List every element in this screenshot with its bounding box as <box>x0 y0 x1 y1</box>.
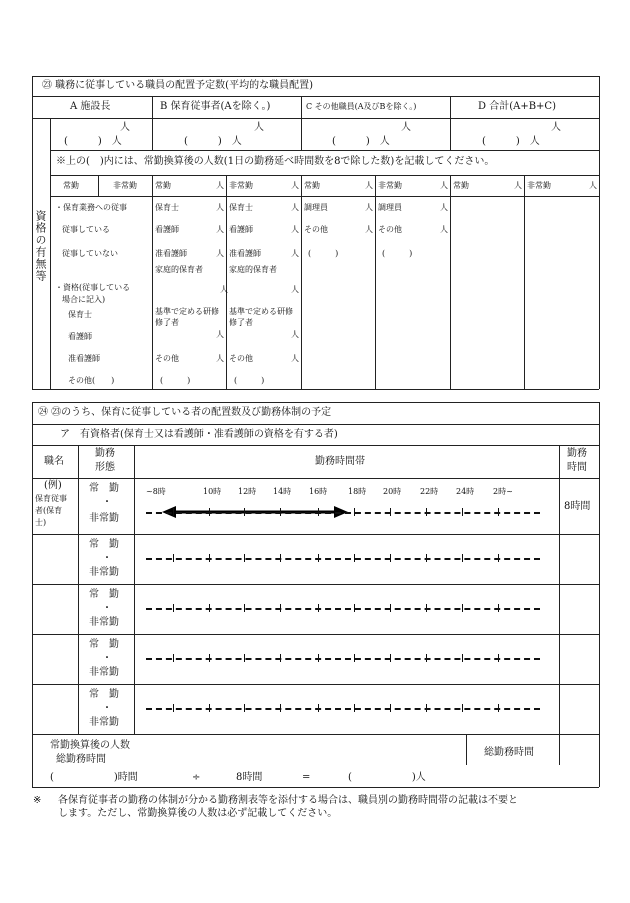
hour-tick <box>498 704 499 712</box>
form-separator[interactable]: ・ <box>102 497 112 508</box>
ex-name-2: 者(保育 <box>35 506 63 515</box>
note-line-1: 各保育従事者の勤務の体制が分かる勤務割表等を添付する場合は、職員別の勤務時間帯の記載は不要と <box>58 795 518 806</box>
form-separator[interactable]: ・ <box>102 703 112 714</box>
b-h-row-1: 看護師 <box>229 225 253 234</box>
form-hijoukin[interactable]: 非常勤 <box>89 567 119 578</box>
b-hijoukin: 非常勤 <box>229 181 253 190</box>
b-j-row-1: 看護師 <box>155 225 179 234</box>
c-h-row-1-unit: 人 <box>440 225 448 234</box>
time-label-4: 16時 <box>309 487 328 496</box>
time-label-8: 24時 <box>456 487 475 496</box>
hour-tick <box>498 604 499 612</box>
c-h-row-0: 調理員 <box>378 203 402 212</box>
ex-name-1: 保育従事 <box>35 494 67 503</box>
c-h-row-1: その他 <box>378 225 402 234</box>
hour-tick <box>426 654 427 662</box>
form-joukin[interactable]: 常 勤 <box>89 639 119 650</box>
form-joukin[interactable]: 常 勤 <box>89 589 119 600</box>
b-j-row-5: 修了者 <box>155 318 179 327</box>
formula-divide: ÷ <box>192 772 201 783</box>
ex-name-3: 士) <box>35 518 47 527</box>
form-hijoukin[interactable]: 非常勤 <box>89 717 119 728</box>
form-separator[interactable]: ・ <box>102 653 112 664</box>
hour-tick <box>354 508 355 516</box>
c-unit: 人 <box>401 122 411 133</box>
hour-tick <box>462 508 463 516</box>
hour-tick <box>280 554 281 562</box>
time-label-3: 14時 <box>273 487 292 496</box>
formula-persons[interactable]: ( )人 <box>348 772 426 783</box>
hour-tick <box>209 508 210 516</box>
col-b-header: B 保育従事者(Aを除く。) <box>160 101 271 112</box>
form-joukin[interactable]: 常 勤 <box>89 539 119 550</box>
hour-tick <box>426 554 427 562</box>
hour-tick <box>354 554 355 562</box>
section-24-subtitle: ア 有資格者(保育士又は看護師・准看護師の資格を有する者) <box>60 429 338 440</box>
b-joukin: 常勤 <box>155 181 171 190</box>
b-h-row-0-unit: 人 <box>291 203 299 212</box>
b-j-row-6-unit: 人 <box>216 354 224 363</box>
time-label-9: 2時~ <box>493 487 513 496</box>
form-separator[interactable]: ・ <box>102 603 112 614</box>
b-j-row-7: ( ) <box>160 376 191 385</box>
time-label-0: ~8時 <box>146 487 166 496</box>
b-h-row-6: その他 <box>229 354 253 363</box>
example-hours: 8時間 <box>564 501 591 512</box>
b-h-row-7: ( ) <box>234 376 265 385</box>
hour-tick <box>498 654 499 662</box>
section-24-title: ㉔ ㉓のうち、保育に従事している者の配置数及び勤務体制の予定 <box>38 407 332 418</box>
hour-tick <box>244 508 245 516</box>
time-label-6: 20時 <box>383 487 402 496</box>
section-23-title: ㉓ 職務に従事している職員の配置予定数(平均的な職員配置) <box>42 80 313 91</box>
hour-tick <box>318 604 319 612</box>
c-j-row-0-unit: 人 <box>365 203 373 212</box>
b-j-row-0-unit: 人 <box>216 203 224 212</box>
hour-tick <box>280 604 281 612</box>
a-list-8: その他( ) <box>68 376 115 385</box>
hour-tick <box>426 604 427 612</box>
b-h-row-1-unit: 人 <box>291 225 299 234</box>
a-list-6: 看護師 <box>68 332 92 341</box>
c-paren[interactable]: ( ) 人 <box>332 136 390 147</box>
a-hijoukin: 非常勤 <box>113 181 137 190</box>
c-joukin-unit: 人 <box>365 181 373 190</box>
b-h-row-5: 修了者 <box>229 318 253 327</box>
form-hijoukin[interactable]: 非常勤 <box>89 513 119 524</box>
conv-label-2: 総勤務時間 <box>56 754 106 765</box>
hour-tick <box>426 704 427 712</box>
hour-tick <box>426 508 427 516</box>
hour-tick <box>462 604 463 612</box>
conv-label-1: 常勤換算後の人数 <box>50 740 130 751</box>
form-hijoukin[interactable]: 非常勤 <box>89 667 119 678</box>
a-list-0: ・保育業務への従事 <box>55 203 127 212</box>
b-h-row-2-unit: 人 <box>291 249 299 258</box>
hour-tick <box>280 704 281 712</box>
d-joukin-unit: 人 <box>514 181 522 190</box>
b-hijoukin-unit: 人 <box>291 181 299 190</box>
time-dashed-line[interactable] <box>146 558 540 560</box>
time-label-2: 12時 <box>238 487 257 496</box>
time-dashed-line[interactable] <box>146 658 540 660</box>
hour-tick <box>390 508 391 516</box>
hour-tick <box>173 554 174 562</box>
b-j-row-2: 准看護師 <box>155 249 187 258</box>
b-paren[interactable]: ( ) 人 <box>184 136 242 147</box>
hour-tick <box>390 604 391 612</box>
form-joukin[interactable]: 常 勤 <box>89 483 119 494</box>
b-joukin-unit: 人 <box>216 181 224 190</box>
hour-tick <box>354 704 355 712</box>
col-a-header: A 施設長 <box>70 101 111 112</box>
b-h-row-2: 准看護師 <box>229 249 261 258</box>
a-list-2: 従事していない <box>62 249 118 258</box>
a-list-unit: 人 <box>220 285 228 294</box>
col-c-header: C その他職員(A及びBを除く。) <box>306 102 417 111</box>
a-unit: 人 <box>120 122 130 133</box>
b-j-row-2-unit: 人 <box>216 249 224 258</box>
b-unit: 人 <box>254 122 264 133</box>
c-joukin: 常勤 <box>304 181 320 190</box>
c-h-row-2: ( ) <box>382 249 413 258</box>
time-label-1: 10時 <box>203 487 222 496</box>
a-list-3: ・資格(従事している <box>55 283 131 292</box>
total-hours-field[interactable] <box>560 736 598 764</box>
header-keitai-2: 形態 <box>95 462 115 473</box>
hour-tick <box>498 508 499 516</box>
c-j-row-0: 調理員 <box>304 203 328 212</box>
time-dashed-line[interactable] <box>146 708 540 710</box>
hour-tick <box>173 508 174 516</box>
b-j-row-3: 家庭的保育者 <box>155 265 203 274</box>
b-h-row-3: 家庭的保育者 <box>229 265 277 274</box>
hour-tick <box>462 554 463 562</box>
col-d-header: D 合計(A+B+C) <box>478 101 556 112</box>
note-line-2: します。ただし、常勤換算後の人数は必ず記載してください。 <box>58 808 338 819</box>
hour-tick <box>318 654 319 662</box>
hour-tick <box>173 604 174 612</box>
header-jikan-1: 勤務 <box>567 448 587 459</box>
hour-tick <box>244 654 245 662</box>
note-mark: ※ <box>33 795 42 806</box>
b-h-row-4: 基準で定める研修 <box>229 307 293 316</box>
hour-tick <box>354 654 355 662</box>
hour-tick <box>390 554 391 562</box>
time-dashed-line[interactable] <box>146 512 540 514</box>
hour-tick <box>244 604 245 612</box>
formula-equals: = <box>302 772 311 783</box>
hour-tick <box>209 604 210 612</box>
c-hijoukin-unit: 人 <box>440 181 448 190</box>
a-list-7: 准看護師 <box>68 354 100 363</box>
form-joukin[interactable]: 常 勤 <box>89 689 119 700</box>
time-label-5: 18時 <box>348 487 367 496</box>
hour-tick <box>173 704 174 712</box>
d-hijoukin: 非常勤 <box>527 181 551 190</box>
ex-name-0: (例) <box>44 480 62 491</box>
b-j-row-1-unit: 人 <box>216 225 224 234</box>
a-list-1: 従事している <box>62 225 110 234</box>
hour-tick <box>244 554 245 562</box>
hour-tick <box>173 654 174 662</box>
total-hours-label: 総勤務時間 <box>484 747 534 758</box>
a-joukin: 常勤 <box>63 181 79 190</box>
b-h-row-5-unit: 人 <box>291 330 299 339</box>
b-h-row-0: 保育士 <box>229 203 253 212</box>
d-hijoukin-unit: 人 <box>589 181 597 190</box>
formula-eight-hours: 8時間 <box>236 772 263 783</box>
time-label-7: 22時 <box>420 487 439 496</box>
b-j-row-0: 保育士 <box>155 203 179 212</box>
header-keitai-1: 勤務 <box>95 448 115 459</box>
hour-tick <box>354 604 355 612</box>
hour-tick <box>244 704 245 712</box>
b-j-row-4: 基準で定める研修 <box>155 307 219 316</box>
hour-tick <box>209 704 210 712</box>
b-j-row-6: その他 <box>155 354 179 363</box>
c-j-row-1-unit: 人 <box>365 225 373 234</box>
d-joukin: 常勤 <box>453 181 469 190</box>
hour-tick <box>318 704 319 712</box>
b-h-row-6-unit: 人 <box>291 354 299 363</box>
a-paren[interactable]: ( ) 人 <box>64 136 122 147</box>
header-shokumei: 職名 <box>44 456 64 467</box>
hour-tick <box>390 654 391 662</box>
form-hijoukin[interactable]: 非常勤 <box>89 617 119 628</box>
c-hijoukin: 非常勤 <box>378 181 402 190</box>
hour-tick <box>318 508 319 516</box>
a-list-5: 保育士 <box>68 310 92 319</box>
hour-tick <box>462 704 463 712</box>
hour-tick <box>390 704 391 712</box>
hour-tick <box>462 654 463 662</box>
qualification-label: 資格の有無等 <box>34 210 47 282</box>
a-list-4: 場合に記入) <box>62 295 106 304</box>
hour-tick <box>280 508 281 516</box>
hour-tick <box>209 554 210 562</box>
c-j-row-1: その他 <box>304 225 328 234</box>
b-j-row-5-unit: 人 <box>216 330 224 339</box>
hour-tick <box>209 654 210 662</box>
conversion-note: ※上の( )内には、常勤換算後の人数(1日の勤務延べ時間数を8で除した数)を記載してください。 <box>56 156 495 167</box>
d-unit: 人 <box>551 122 561 133</box>
form-separator[interactable]: ・ <box>102 553 112 564</box>
d-paren[interactable]: ( ) 人 <box>482 136 540 147</box>
hour-tick <box>318 554 319 562</box>
time-dashed-line[interactable] <box>146 608 540 610</box>
hour-tick <box>498 554 499 562</box>
c-h-row-0-unit: 人 <box>440 203 448 212</box>
hour-tick <box>280 654 281 662</box>
header-jikantai: 勤務時間帯 <box>315 456 365 467</box>
b-h-row-3-unit: 人 <box>291 285 299 294</box>
header-jikan-2: 時間 <box>567 462 587 473</box>
formula-hours[interactable]: ( )時間 <box>50 772 138 783</box>
c-j-row-2: ( ) <box>308 249 339 258</box>
